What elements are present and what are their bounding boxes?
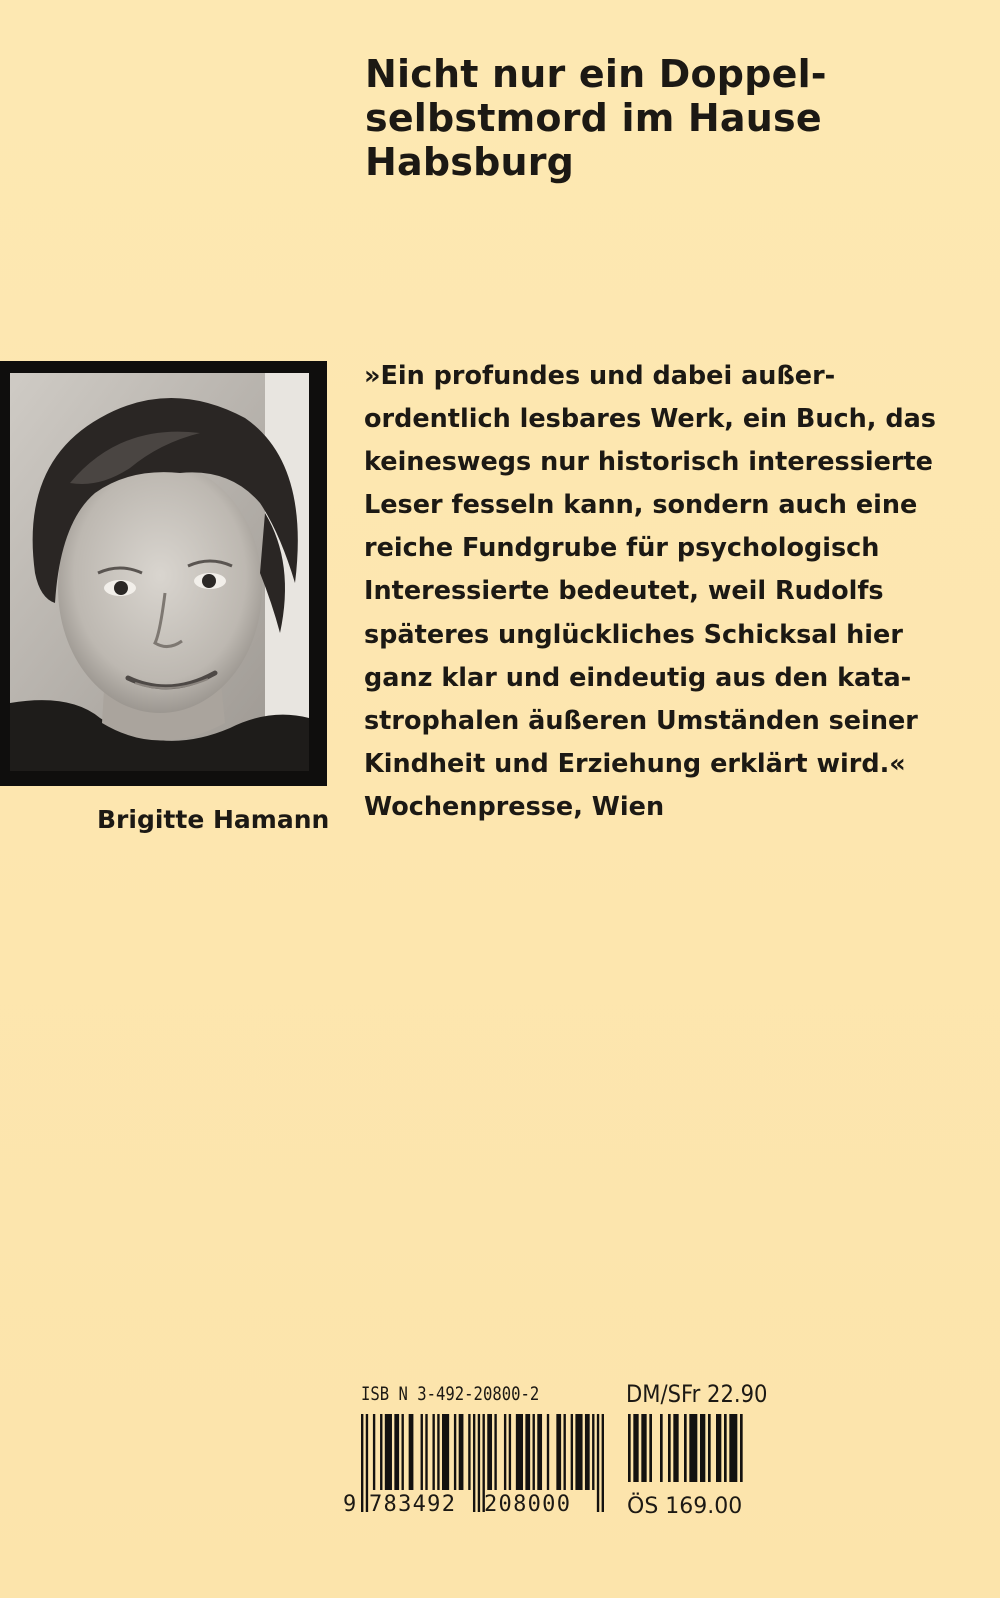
barcode-bar [454,1414,456,1490]
barcode-bar [504,1414,506,1490]
barcode-bar [373,1414,375,1490]
barcode-digits-right: 208000 [484,1492,572,1517]
barcode-bar [425,1414,427,1490]
quote-line: keineswegs nur historisch interessierte [364,447,933,478]
barcode-bar [473,1414,475,1512]
barcode-bar [468,1414,470,1490]
barcode-bar [602,1414,604,1512]
barcode-bar [585,1414,590,1490]
title-line: Nicht nur ein Doppel- [365,52,827,96]
title-line: selbstmord im Hause [365,96,822,140]
barcode-bar [442,1414,449,1490]
barcode-bar [716,1414,721,1482]
barcode-bar [628,1414,631,1482]
barcode-bar [409,1414,414,1490]
barcode-bar [509,1414,511,1490]
barcode-bar [564,1414,566,1490]
price-dm-sfr: DM/SFr 22.90 [626,1380,768,1408]
barcode-bar [556,1414,561,1490]
barcode-bar [724,1414,727,1482]
quote-source: Wochenpresse, Wien [364,791,665,822]
barcode-bar [494,1414,496,1490]
barcode-bar [459,1414,464,1490]
barcode-bar [571,1414,573,1490]
barcode-bar [708,1414,711,1482]
barcode-bar [689,1414,697,1482]
barcode-bar [547,1414,549,1490]
barcode-bar [361,1414,363,1512]
barcode-bar [385,1414,392,1490]
author-photo-frame [0,361,327,786]
quote-line: reiche Fundgrube für psychologisch [364,533,880,564]
price-addon-barcode [628,1414,748,1482]
barcode-bar [437,1414,439,1490]
barcode-bar [394,1414,399,1490]
title-line: Habsburg [365,140,575,184]
quote-line: ordentlich lesbares Werk, ein Buch, das [364,404,936,435]
quote-line: Leser fesseln kann, sondern auch eine [364,490,918,521]
barcode-bar [575,1414,582,1490]
barcode-bar [432,1414,434,1490]
price-os: ÖS 169.00 [627,1494,743,1519]
barcode-bar [668,1414,671,1482]
barcode-bar [537,1414,542,1490]
barcode-bar [478,1414,480,1512]
barcode-bar [633,1414,638,1482]
barcode-bar [684,1414,687,1482]
barcode-bar [700,1414,705,1482]
author-photo [10,373,309,771]
barcode-bar [729,1414,737,1482]
barcode-bar [740,1414,743,1482]
quote-line: ganz klar und eindeutig aus den kata- [364,662,912,693]
barcode-bar [592,1414,594,1490]
barcode-bar [366,1414,368,1512]
barcode-digit-first: 9 [343,1492,357,1517]
barcode-bar [641,1414,646,1482]
barcode-bar [525,1414,530,1490]
author-name-caption: Brigitte Hamann [97,805,330,834]
barcode-bar [673,1414,678,1482]
barcode-bar [402,1414,404,1490]
book-title [365,52,965,184]
quote-line: Interessierte bedeutet, weil Rudolfs [364,576,884,607]
barcode-bar [380,1414,382,1490]
barcode-bar [516,1414,523,1490]
barcode-bar [649,1414,652,1482]
quote-line: Kindheit und Erziehung erklärt wird.« [364,748,906,779]
quote-line: späteres unglückliches Schicksal hier [364,619,903,650]
barcode-digits-left: 783492 [369,1492,457,1517]
barcode-bar [487,1414,492,1490]
author-portrait-image [10,373,309,771]
barcode-bar [533,1414,535,1490]
isbn-number: ISB N 3-492-20800-2 [361,1383,540,1405]
barcode-bar [421,1414,423,1490]
quote-line: strophalen äußeren Umständen seiner [364,705,918,736]
barcode-bar [597,1414,599,1512]
review-quote [364,355,984,829]
barcode-bar [660,1414,663,1482]
quote-line: »Ein profundes und dabei außer- [364,361,836,391]
